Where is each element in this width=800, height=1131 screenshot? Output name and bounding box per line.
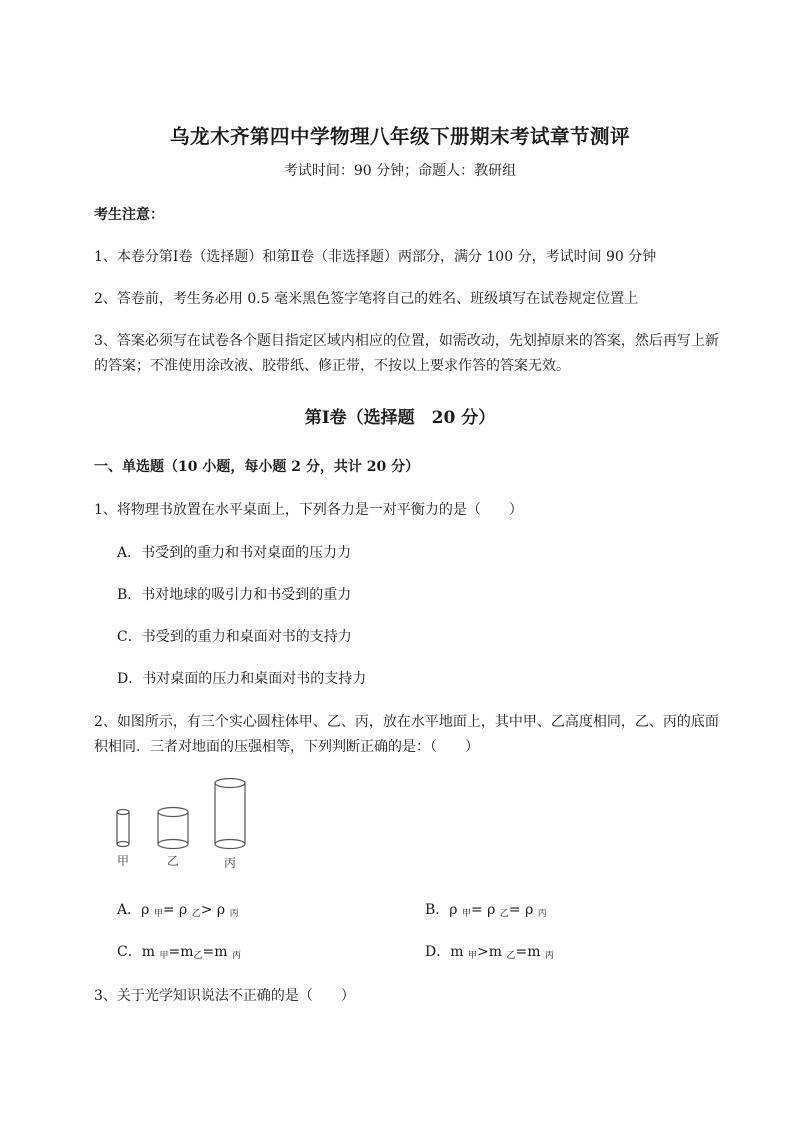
option-c-sub-1: 甲: [159, 951, 169, 961]
option-b-sub-3: 丙: [537, 909, 547, 919]
exam-title: 乌龙木齐第四中学物理八年级下册期末考试章节测评: [169, 125, 630, 148]
notice-item-3-line-1: 3、答案必须写在试卷各个题目指定区域内相应的位置，如需改动，先划掉原来的答案，然后再写上新: [94, 333, 719, 349]
label-jia: 甲: [116, 854, 130, 868]
question-1-stem: 1、将物理书放置在水平桌面上，下列各力是一对平衡力的是（ ）: [94, 502, 523, 518]
part-heading: 一、单选题（10 小题，每小题 2 分，共计 20 分）: [94, 459, 420, 475]
label-bing: 丙: [223, 856, 237, 870]
question-1-option-b[interactable]: B．书对地球的吸引力和书受到的重力: [117, 587, 352, 603]
question-2-stem-line-2: 积相同．三者对地面的压强相等，下列判断正确的是：（ ）: [94, 739, 479, 755]
option-c-sub-2: 乙: [193, 951, 203, 961]
option-a-text-1: ρ: [141, 902, 150, 918]
option-a-sub-2: 乙: [191, 909, 201, 919]
option-b-text-2: = ρ: [471, 902, 496, 918]
option-d-text-2: >m: [476, 944, 502, 960]
question-1-option-a[interactable]: A．书受到的重力和书对桌面的压力力: [117, 545, 352, 561]
question-2-stem-line-1: 2、如图所示，有三个实心圆柱体甲、乙、丙，放在水平地面上，其中甲、乙高度相同，乙、丙的底面: [94, 714, 719, 730]
option-b-prefix: B．: [425, 902, 450, 918]
option-b-sub-2: 乙: [499, 909, 509, 919]
option-c-text-3: =m: [202, 944, 228, 960]
question-1-option-d[interactable]: D．书对桌面的压力和桌面对书的支持力: [117, 671, 367, 687]
option-c-text-2: =m: [168, 944, 194, 960]
notice-item-2: 2、答卷前，考生务必用 0.5 毫米黑色签字笔将自己的姓名、班级填写在试卷规定位置上: [94, 291, 639, 307]
option-b-text-3: = ρ: [508, 902, 534, 918]
option-c-text-1: m: [141, 944, 155, 960]
notice-item-1: 1、本卷分第Ⅰ卷（选择题）和第Ⅱ卷（非选择题）两部分，满分 100 分，考试时间 90 分钟: [94, 249, 657, 265]
option-c-prefix: C．: [117, 944, 142, 960]
option-d-text-1: m: [450, 944, 464, 960]
option-c-sub-3: 丙: [231, 951, 241, 961]
option-d-sub-1: 甲: [467, 951, 477, 961]
option-d-sub-2: 乙: [506, 951, 516, 961]
option-b-sub-1: 甲: [461, 909, 471, 919]
option-a-sub-1: 甲: [153, 909, 163, 919]
section-title: 第Ⅰ卷（选择题 20 分）: [304, 408, 496, 428]
question-3-stem: 3、关于光学知识说法不正确的是（ ）: [94, 988, 355, 1004]
notice-item-3-line-2: 的答案；不准使用涂改液、胶带纸、修正带，不按以上要求作答的答案无效。: [94, 358, 570, 374]
cylinder-bing: [215, 779, 245, 849]
option-a-text-3: > ρ: [200, 902, 226, 918]
cylinders-diagram: [108, 778, 258, 873]
option-a-sub-3: 丙: [229, 909, 239, 919]
question-2-option-b[interactable]: [425, 899, 547, 919]
question-2-option-c[interactable]: [117, 941, 241, 961]
question-2-option-a[interactable]: [117, 899, 239, 919]
exam-subtitle: 考试时间：90 分钟；命题人：教研组: [283, 163, 517, 179]
option-d-prefix: D．: [425, 944, 451, 960]
question-1-option-c[interactable]: C．书受到的重力和桌面对书的支持力: [117, 629, 352, 645]
cylinders-figure: [108, 778, 258, 873]
option-b-text-1: ρ: [449, 902, 458, 918]
option-d-text-3: =m: [515, 944, 541, 960]
question-2-option-d[interactable]: [425, 941, 554, 961]
cylinder-jia: [117, 810, 129, 847]
label-yi: 乙: [166, 854, 180, 868]
cylinder-yi: [158, 808, 188, 849]
option-a-text-2: = ρ: [162, 902, 188, 918]
option-d-sub-3: 丙: [544, 951, 554, 961]
notice-heading: 考生注意：: [94, 207, 164, 223]
option-a-prefix: A．: [117, 902, 142, 918]
